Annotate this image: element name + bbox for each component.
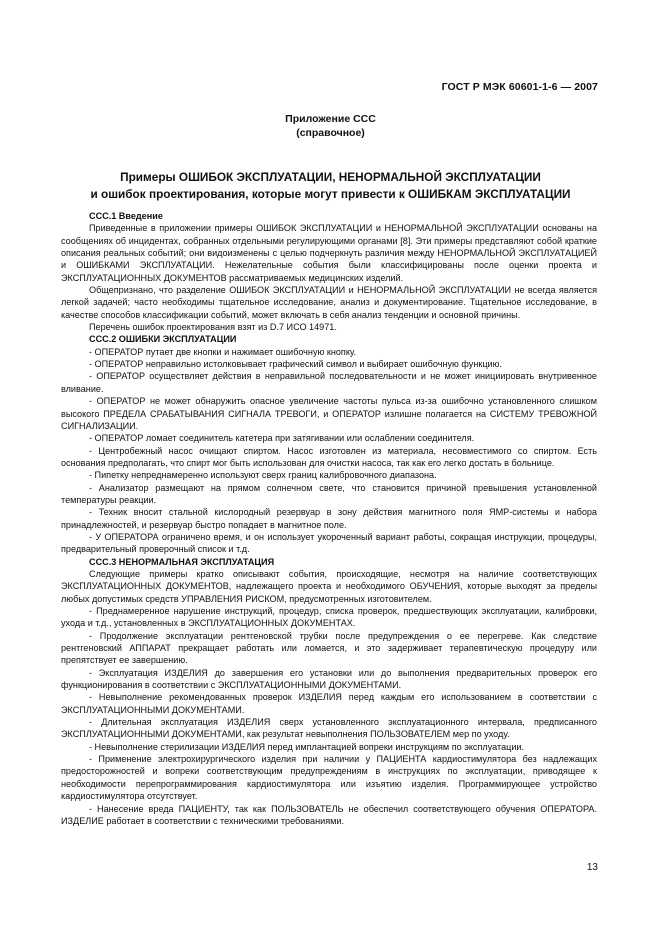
appendix-label: Приложение ССС: [285, 113, 376, 125]
list-item: - Невыполнение стерилизации ИЗДЕЛИЯ перед имплантацией вопреки инструкциям по эксплуатации.: [89, 741, 525, 752]
list-item: - Анализатор размещают на прямом солнечном свете, что становится причиной превышения установленной температуры реакции.: [61, 482, 597, 505]
appendix-title: [60, 169, 601, 203]
list-item: - ОПЕРАТОР не может обнаружить опасное увеличение частоты пульса из-за ошибочно установленного слишком высокого ПРЕДЕЛА СРАБАТЫВАНИЯ СИГНАЛА ТРЕВОГИ, и ОПЕРАТОР излишне полагается на СИСТЕМУ ТРЕВОЖНОЙ СИГНАЛИЗАЦИИ.: [61, 396, 597, 431]
list-item: - У ОПЕРАТОРА ограничено время, и он использует укороченный вариант работы, сокращая инструкции, процедуры, предварительный проверочный список и т.д.: [61, 531, 597, 555]
list-item: - ОПЕРАТОР путает две кнопки и нажимает ошибочную кнопку.: [89, 346, 357, 357]
section-heading-abnormal-use: ССС.3 НЕНОРМАЛЬНАЯ ЭКСПЛУАТАЦИЯ: [89, 556, 275, 567]
section-heading-use-errors: ССС.2 ОШИБКИ ЭКСПЛУАТАЦИИ: [89, 334, 237, 345]
list-item: - Эксплуатация ИЗДЕЛИЯ до завершения его установки или до выполнения предварительных проверок его функционирования в соответствии с ЭКСПЛУАТАЦИОННЫМИ ДОКУМЕНТАМИ.: [61, 667, 597, 691]
body-text: [61, 210, 597, 827]
list-item: - Невыполнение рекомендованных проверок ИЗДЕЛИЯ перед каждым его использованием в соответствии с ЭКСПЛУАТАЦИОННЫМИ ДОКУМЕНТАМИ.: [61, 692, 597, 715]
list-item: - Центробежный насос очищают спиртом. Насос изготовлен из материала, несовместимого со спиртом. Есть основания предполагать, что спирт мог быть использован для очистки насоса, так как его легко достать в больнице.: [61, 445, 597, 468]
title-line-2: и ошибок проектирования, которые могут привести к ОШИБКАМ ЭКСПЛУАТАЦИИ: [90, 187, 571, 201]
list-item: - Пипетку непреднамеренно используют сверх границ калибровочного диапазона.: [89, 470, 437, 481]
section-heading-intro: ССС.1 Введение: [89, 211, 163, 221]
appendix-heading: [0, 112, 661, 140]
list-item: - Преднамеренное нарушение инструкций, процедур, списка проверок, предшествующих эксплуатации, калибровки, ухода и т.д., установленных в ЭКСПЛУАТАЦИОННЫХ ДОКУМЕНТАХ.: [61, 606, 597, 629]
page-number: 13: [586, 862, 598, 873]
list-item: - Техник вносит стальной кислородный резервуар в зону действия магнитного поля ЯМР-системы и набора принадлежностей, и резервуар быстро попадает в магнитное поле.: [61, 507, 597, 530]
list-item: - Длительная эксплуатация ИЗДЕЛИЯ сверх установленного эксплуатационного интервала, предписанного ЭКСПЛУАТАЦИОННЫМИ ДОКУМЕНТАМИ, как результат невыполнения ПОЛЬЗОВАТЕЛЕМ мер по уходу.: [61, 717, 597, 740]
list-item: - ОПЕРАТОР осуществляет действия в неправильной последовательности и не может инициировать внутривенное вливание.: [61, 371, 597, 394]
list-item: - ОПЕРАТОР неправильно истолковывает графический символ и выбирает ошибочную функцию.: [89, 359, 502, 370]
paragraph: Приведенные в приложении примеры ОШИБОК ЭКСПЛУАТАЦИИ и НЕНОРМАЛЬНОЙ ЭКСПЛУАТАЦИИ основаны на сообщениях об инцидентах, собранных отдельными регулирующими органами [8]. Эти примеры представляют собой краткие описания реальных событий; они видоизменены с целью подчеркнуть различия между НЕНОРМАЛЬНОЙ ЭКСПЛУАТАЦИЕЙ и ОШИБКАМИ ЭКСПЛУАТАЦИИ. Нежелательные события были классифицированы после оценки проекта и ЭКСПЛУАТАЦИОННЫХ ДОКУМЕНТОВ рассматриваемых медицинских изделий.: [61, 223, 597, 283]
list-item: - Продолжение эксплуатации рентгеновской трубки после предупреждения о ее перегреве. Как следствие рентгеновский АППАРАТ прекращает работать или ломается, и это задерживает терапевтическую процедуру или препятствует ее завершению.: [61, 630, 597, 666]
paragraph: Общепризнано, что разделение ОШИБОК ЭКСПЛУАТАЦИИ и НЕНОРМАЛЬНОЙ ЭКСПЛУАТАЦИИ не всегда является легкой задачей; часто необходимы тщательное исследование, анализ и документирование. Тщательное исследование, в качестве способов классификации событий, может включать в себя анализ тенденции и основной причины.: [61, 285, 597, 320]
title-line-1: Примеры ОШИБОК ЭКСПЛУАТАЦИИ, НЕНОРМАЛЬНОЙ ЭКСПЛУАТАЦИИ: [120, 170, 541, 184]
paragraph: Следующие примеры кратко описывают события, происходящие, несмотря на наличие соответствующих ЭКСПЛУАТАЦИОННЫХ ДОКУМЕНТОВ, надлежащего проекта и необходимого ОБУЧЕНИЯ, которые выходят за пределы любых допустимых средств УПРАВЛЕНИЯ РИСКОМ, предусмотренных изготовителем.: [61, 568, 597, 604]
list-item: - Применение электрохирургического изделия при наличии у ПАЦИЕНТА кардиостимулятора без надлежащих предосторожностей и вопреки соответствующим предупреждениям в инструкциях по эксплуатации, приводящее к необходимости перепрограммирования кардиостимулятора или изъятию изделия. Программирующее устройство кардиостимулятора отсутствует.: [61, 754, 597, 802]
list-item: - ОПЕРАТОР ломает соединитель катетера при затягивании или ослаблении соединителя.: [89, 433, 475, 444]
paragraph: Перечень ошибок проектирования взят из D.7 ИСО 14971.: [89, 322, 337, 333]
standard-header: ГОСТ Р МЭК 60601-1-6 — 2007: [441, 81, 598, 93]
appendix-type: (справочное): [296, 127, 365, 139]
list-item: - Нанесение вреда ПАЦИЕНТУ, так как ПОЛЬЗОВАТЕЛЬ не обеспечил соответствующего обучения ОПЕРАТОРА. ИЗДЕЛИЕ работает в соответствии с техническими требованиями.: [61, 803, 597, 826]
